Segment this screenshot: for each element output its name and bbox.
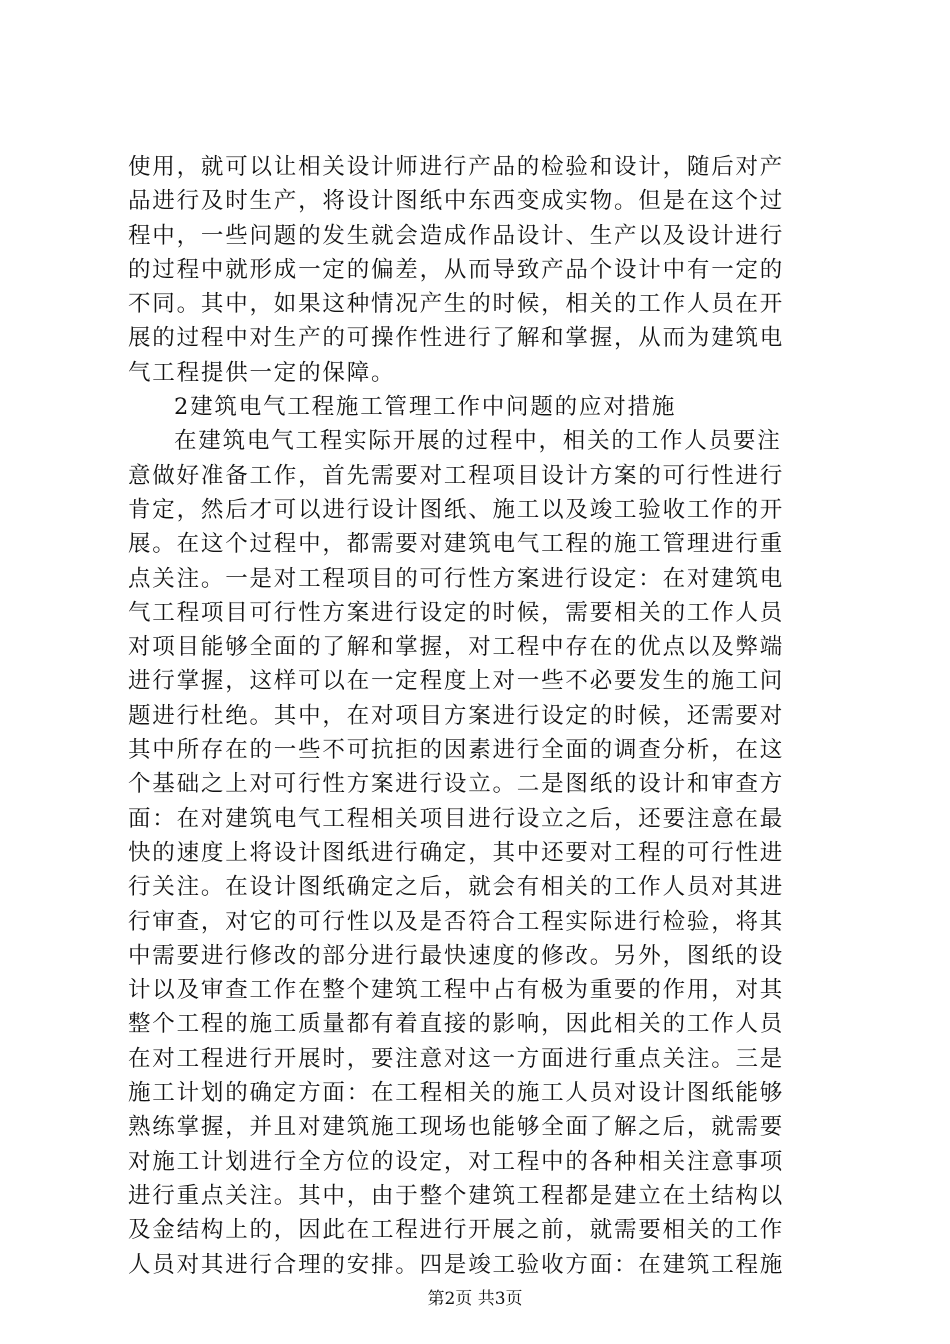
paragraph-line: 在建筑电气工程实际开展的过程中，相关的工作人员要注 — [174, 428, 782, 455]
paragraph-line: 进行重点关注。其中，由于整个建筑工程都是建立在土结构以 — [128, 1182, 785, 1209]
paragraph-line: 展的过程中对生产的可操作性进行了解和掌握，从而为建筑电 — [128, 325, 785, 352]
paragraph-line: 在对工程进行开展时，要注意对这一方面进行重点关注。三是 — [128, 1045, 785, 1072]
paragraph-line: 程中，一些问题的发生就会造成作品设计、生产以及设计进行 — [128, 222, 785, 249]
paragraph-line: 计以及审查工作在整个建筑工程中占有极为重要的作用，对其 — [128, 977, 785, 1004]
paragraph-line: 行审查，对它的可行性以及是否符合工程实际进行检验，将其 — [128, 908, 785, 935]
paragraph-line: 熟练掌握，并且对建筑施工现场也能够全面了解之后，就需要 — [128, 1114, 785, 1141]
paragraph-line: 对施工计划进行全方位的设定，对工程中的各种相关注意事项 — [128, 1148, 785, 1175]
section-heading: 2建筑电气工程施工管理工作中问题的应对措施 — [174, 394, 677, 421]
paragraph-line: 肯定，然后才可以进行设计图纸、施工以及竣工验收工作的开 — [128, 496, 785, 523]
paragraph-line: 对项目能够全面的了解和掌握，对工程中存在的优点以及弊端 — [128, 634, 785, 661]
paragraph-line: 进行掌握，这样可以在一定程度上对一些不必要发生的施工问 — [128, 668, 785, 695]
paragraph-line: 快的速度上将设计图纸进行确定，其中还要对工程的可行性进 — [128, 839, 785, 866]
paragraph-line: 个基础之上对可行性方案进行设立。二是图纸的设计和审查方 — [128, 771, 785, 798]
page-number-footer: 第2页 共3页 — [427, 1289, 523, 1309]
paragraph-line: 的过程中就形成一定的偏差，从而导致产品个设计中有一定的 — [128, 256, 785, 283]
paragraph-line: 及金结构上的，因此在工程进行开展之前，就需要相关的工作 — [128, 1217, 785, 1244]
paragraph-line: 气工程项目可行性方案进行设定的时候，需要相关的工作人员 — [128, 599, 785, 626]
paragraph-line: 人员对其进行合理的安排。四是竣工验收方面：在建筑工程施 — [128, 1251, 785, 1278]
paragraph-line: 点关注。一是对工程项目的可行性方案进行设定：在对建筑电 — [128, 565, 785, 592]
paragraph-line: 行关注。在设计图纸确定之后，就会有相关的工作人员对其进 — [128, 874, 785, 901]
body-text — [128, 150, 828, 1282]
paragraph-line: 题进行杜绝。其中，在对项目方案进行设定的时候，还需要对 — [128, 702, 785, 729]
paragraph-line: 展。在这个过程中，都需要对建筑电气工程的施工管理进行重 — [128, 531, 785, 558]
paragraph-line: 施工计划的确定方面：在工程相关的施工人员对设计图纸能够 — [128, 1080, 785, 1107]
paragraph-line: 意做好准备工作，首先需要对工程项目设计方案的可行性进行 — [128, 462, 785, 489]
paragraph-line: 中需要进行修改的部分进行最快速度的修改。另外，图纸的设 — [128, 942, 785, 969]
paragraph-line: 其中所存在的一些不可抗拒的因素进行全面的调查分析，在这 — [128, 737, 785, 764]
paragraph-line: 整个工程的施工质量都有着直接的影响，因此相关的工作人员 — [128, 1011, 785, 1038]
paragraph-line: 品进行及时生产，将设计图纸中东西变成实物。但是在这个过 — [128, 188, 785, 215]
paragraph-line: 不同。其中，如果这种情况产生的时候，相关的工作人员在开 — [128, 291, 785, 318]
paragraph-line: 使用，就可以让相关设计师进行产品的检验和设计，随后对产 — [128, 154, 785, 180]
paragraph-line: 面：在对建筑电气工程相关项目进行设立之后，还要注意在最 — [128, 805, 785, 832]
paragraph-line: 气工程提供一定的保障。 — [128, 359, 396, 386]
